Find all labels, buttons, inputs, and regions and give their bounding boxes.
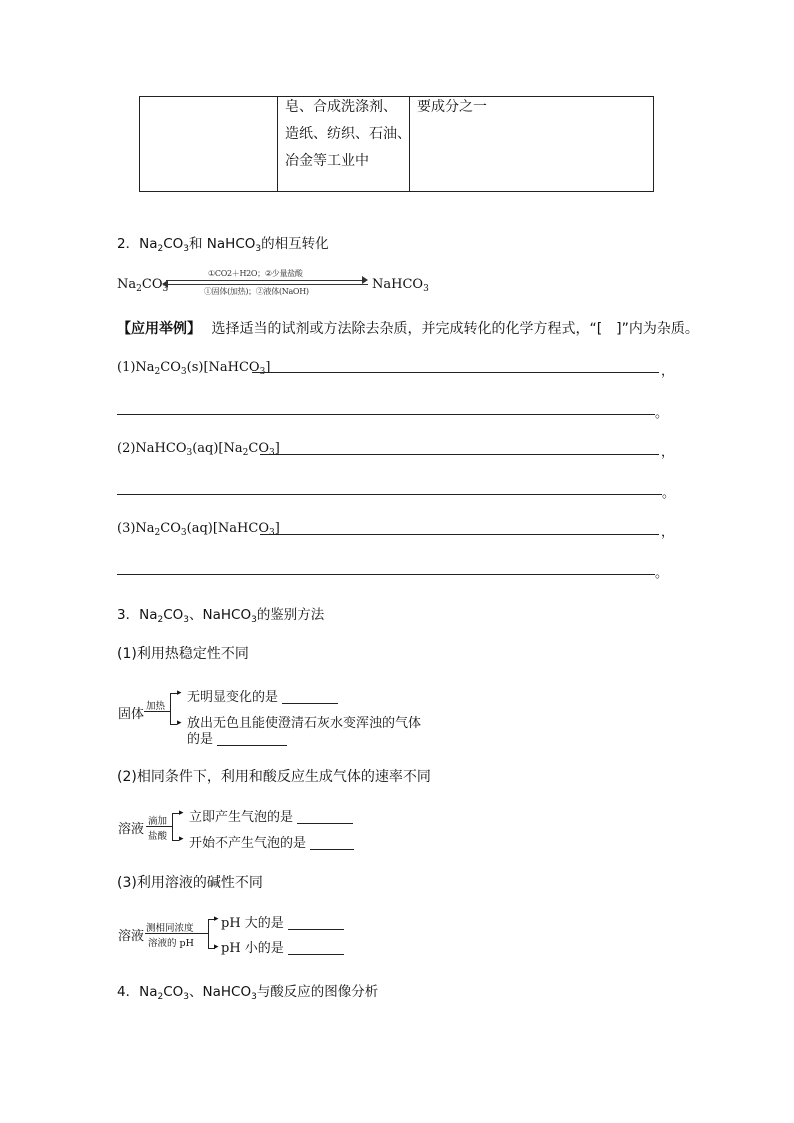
method-1-title: (1)利用热稳定性不同 — [117, 646, 249, 662]
method-3-bar — [145, 933, 208, 934]
table-divider — [277, 97, 278, 191]
method-3-root: 溶液 — [118, 929, 145, 944]
comma: ， — [661, 525, 675, 540]
arrow-right-icon: ▸ — [214, 914, 219, 924]
comma: ， — [661, 364, 675, 379]
answer-blank[interactable] — [282, 689, 338, 704]
period: 。 — [655, 566, 669, 581]
method-2-bar — [146, 826, 172, 827]
properties-table — [139, 96, 654, 192]
section-4-title: 4．$Na_2CO_3$、NaHCO$_3$与酸反应的图像分析 — [117, 984, 379, 1002]
answer-line[interactable] — [252, 372, 659, 373]
reverse-arrowhead-icon — [162, 280, 168, 288]
upper-condition: ①CO2＋H2O；②少量盐酸 — [208, 269, 303, 278]
conversion-arrows — [166, 268, 371, 298]
method-2-bracket — [172, 813, 179, 841]
conversion-left-formula: $Na_2CO_3$ — [117, 277, 169, 294]
method-3-branch-1: pH 大的是 — [221, 912, 344, 931]
answer-blank[interactable] — [288, 915, 344, 930]
answer-line[interactable] — [117, 574, 655, 575]
period: 。 — [655, 406, 669, 421]
method-2-branch-1: 立即产生气泡的是 — [189, 806, 353, 825]
arrow-right-icon: ▸ — [214, 942, 219, 952]
lower-condition: ①固体(加热)；②液体(NaOH) — [204, 287, 309, 296]
method-3-branch-2: pH 小的是 — [221, 937, 344, 956]
arrow-right-icon: ▸ — [177, 688, 182, 698]
answer-line[interactable] — [260, 454, 659, 455]
answer-line[interactable] — [117, 414, 655, 415]
answer-line[interactable] — [117, 494, 662, 495]
method-1-branch-2: 放出无色且能使澄清石灰水变浑浊的气体 — [187, 716, 422, 731]
method-1-bracket — [170, 693, 177, 725]
method-2-condition-top: 滴加 — [148, 816, 168, 827]
item-3-label: $(3)Na_2CO_3(aq)[NaHCO_3]$ — [117, 521, 280, 538]
arrow-right-icon: ▸ — [177, 718, 182, 728]
answer-blank[interactable] — [288, 940, 344, 955]
method-3-condition-bottom: 溶液的 pH — [148, 938, 194, 949]
method-1-bar — [144, 711, 170, 712]
forward-arrowhead-icon — [362, 276, 368, 284]
method-2-branch-2: 开始不产生气泡的是 — [189, 832, 354, 851]
reverse-arrow-line — [168, 284, 368, 285]
method-1-branch-2-cont: 的是 — [187, 728, 287, 747]
application-example: 【应用举例】 选择适当的试剂或方法除去杂质，并完成转化的化学方程式，“[ ]”内为杂质。 — [117, 321, 699, 337]
answer-blank[interactable] — [310, 835, 354, 850]
answer-line[interactable] — [260, 534, 659, 535]
answer-blank[interactable] — [217, 731, 287, 746]
method-3-title: (3)利用溶液的碱性不同 — [117, 875, 263, 891]
table-cell-notes: 要成分之一 — [417, 99, 487, 115]
forward-arrow-line — [166, 280, 366, 281]
table-cell-uses: 皂、合成洗涤剂、 造纸、纺织、石油、 冶金等工业中 — [285, 99, 411, 169]
method-2-condition-bottom: 盐酸 — [148, 831, 168, 842]
method-2-title: (2)相同条件下，利用和酸反应生成气体的速率不同 — [117, 769, 431, 785]
method-1-condition: 加热 — [146, 701, 166, 712]
method-3-condition-top: 测相同浓度 — [146, 923, 194, 934]
method-1-branch-1: 无明显变化的是 — [187, 686, 338, 705]
item-1-label: $(1)Na_2CO_3(s)[NaHCO_3]$ — [117, 360, 271, 377]
section-2-title: 2．$Na_2CO_3$和 NaHCO$_3$的相互转化 — [117, 236, 329, 254]
arrow-right-icon: ▸ — [179, 834, 184, 844]
period: 。 — [662, 486, 676, 501]
comma: ， — [661, 445, 675, 460]
conversion-right-formula: NaHCO$_3$ — [372, 277, 429, 294]
answer-blank[interactable] — [297, 809, 353, 824]
method-1-root: 固体 — [118, 707, 145, 722]
method-2-root: 溶液 — [118, 822, 145, 837]
section-3-title: 3．$Na_2CO_3$、NaHCO$_3$的鉴别方法 — [117, 607, 325, 625]
arrow-right-icon: ▸ — [179, 808, 184, 818]
item-2-label: $(2)NaHCO_3(aq)[Na_2CO_3]$ — [117, 441, 280, 458]
